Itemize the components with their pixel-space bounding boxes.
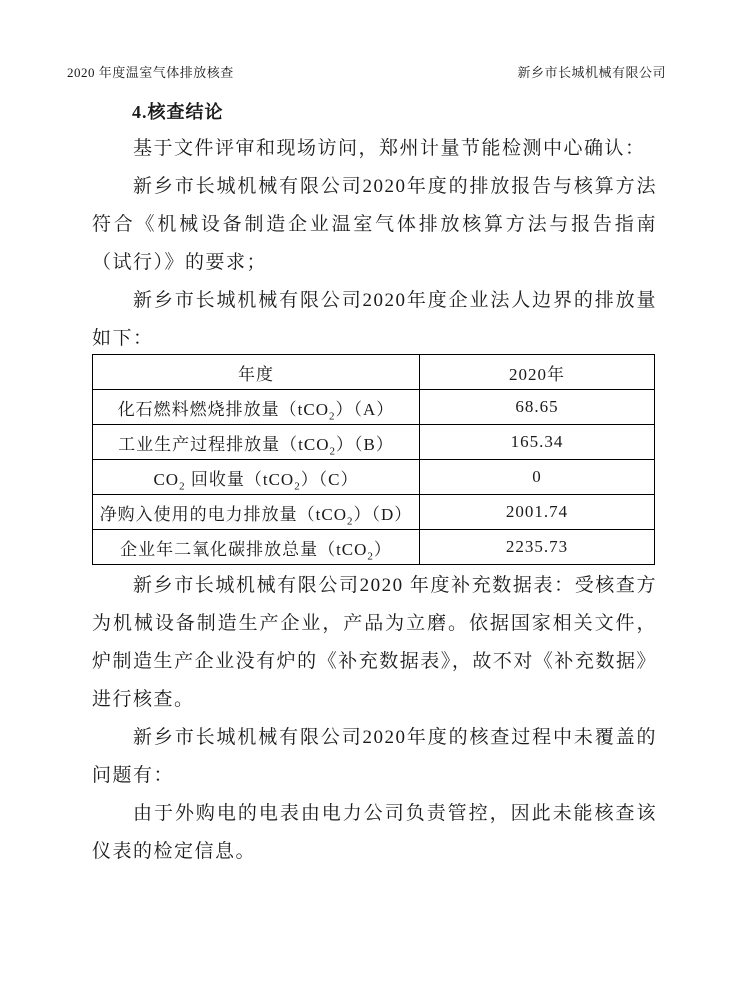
paragraph-method-compliance: 新乡市长城机械有限公司2020年度的排放报告与核算方法符合《机械设备制造企业温室气体排放核算方法与报告指南（试行）》的要求； [92, 176, 657, 273]
table-row [93, 530, 655, 565]
row-label: 企业年二氧化碳排放总量（tCO$_2$） [93, 530, 420, 565]
row-label: $CO_2$ 回收量（tCO$_2$）（C） [93, 460, 420, 495]
table-row [93, 495, 655, 530]
row-value: 2020年 [420, 355, 655, 390]
paragraph-uncovered-issues-intro: 新乡市长城机械有限公司2020年度的核查过程中未覆盖的问题有： [92, 727, 657, 786]
table-row [93, 425, 655, 460]
row-value: 165.34 [420, 425, 655, 460]
section-heading: 4.核查结论 [132, 102, 224, 122]
row-value: 2235.73 [420, 530, 655, 565]
paragraph-boundary-emissions-intro: 新乡市长城机械有限公司2020年度企业法人边界的排放量如下： [92, 290, 657, 349]
table-row [93, 355, 655, 390]
row-value: 2001.74 [420, 495, 655, 530]
row-label: 工业生产过程排放量（tCO$_2$）（B） [93, 425, 420, 460]
header-right-company: 新乡市长城机械有限公司 [517, 65, 666, 80]
row-value: 0 [420, 460, 655, 495]
emissions-table-body [93, 355, 655, 565]
table-row [93, 390, 655, 425]
table-row [93, 460, 655, 495]
row-label: 年度 [93, 355, 420, 390]
header-left-title: 2020 年度温室气体排放核查 [67, 65, 234, 80]
row-label: 化石燃料燃烧排放量（tCO$_2$）（A） [93, 390, 420, 425]
paragraph-confirmation: 基于文件评审和现场访问，郑州计量节能检测中心确认： [133, 138, 646, 159]
paragraph-supplementary-data: 新乡市长城机械有限公司2020 年度补充数据表：受核查方为机械设备制造生产企业，产品为立磨。依据国家相关文件，炉制造生产企业没有炉的《补充数据表》，故不对《补充数据》进行核查。 [92, 575, 657, 710]
paragraph-meter-verification: 由于外购电的电表由电力公司负责管控，因此未能核查该仪表的检定信息。 [92, 803, 657, 862]
row-value: 68.65 [420, 390, 655, 425]
page-header [67, 63, 666, 83]
row-label: 净购入使用的电力排放量（tCO$_2$）（D） [93, 495, 420, 530]
document-body [92, 100, 657, 871]
emissions-table [92, 354, 655, 565]
